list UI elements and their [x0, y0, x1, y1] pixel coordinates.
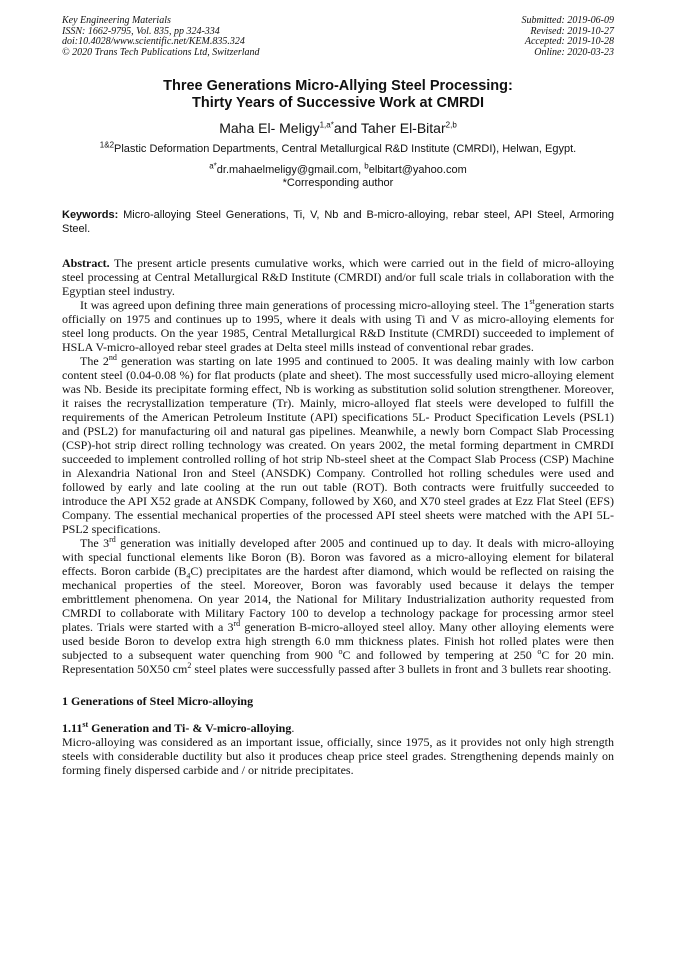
- abstract-text-4d: generation B-micro-alloyed steel alloy. Many other alloying elements were used beside Boron to develop extra high strength 6.0 mm thickness plates. Finish hot rolled plates were then subjected to a subsequent water quenching from 900: [62, 620, 614, 662]
- revised-date: Revised: 2019-10-27: [530, 25, 614, 37]
- accepted-date: Accepted: 2019-10-28: [524, 36, 614, 47]
- section-body: [62, 735, 614, 777]
- degree-sup: o: [537, 647, 542, 656]
- abstract-para-2: [62, 298, 614, 354]
- affiliation-marker: 1&2: [99, 140, 115, 150]
- paper-title: [62, 78, 614, 112]
- abstract-para-1: [62, 256, 614, 298]
- square-sup: 2: [187, 661, 192, 670]
- dates-info: [522, 16, 615, 58]
- subsection-title: Generation and Ti- & V-micro-alloying: [88, 721, 292, 735]
- abstract-text-4e: C and followed by tempering at 250: [342, 648, 538, 662]
- abstract-text-4f: C for 20 min. Representation 50X50 cm: [62, 648, 615, 676]
- running-header: [62, 16, 614, 58]
- ordinal-sup: rd: [109, 535, 116, 544]
- abstract-para-4: [62, 536, 614, 676]
- abstract-text-4c: C) precipitates are the hardest after diamond, which would be reflected on raising the mechanical properties of the steel. Moreover, Boron was favorably used because it delays the temper embrittlement phenomena. On year 2014, the National for Military Industrialization authority requested from CMRDI to collaborate with Military Factory 100 to develop a technology package for processing armor steel plates. Trials were started with a 3: [62, 564, 614, 634]
- contact-emails: [62, 161, 614, 190]
- online-date: Online: 2020-03-23: [534, 46, 614, 58]
- journal-info: [62, 16, 260, 58]
- abstract-label: Abstract.: [62, 256, 110, 270]
- subsection-number: 1.1: [62, 721, 77, 735]
- subsection-sup-text: st: [82, 720, 89, 729]
- keywords-label: Keywords:: [62, 209, 119, 221]
- title-line-2: Thirty Years of Successive Work at CMRDI: [192, 95, 484, 111]
- keywords-text: Micro-alloying Steel Generations, Ti, V, Nb and B-micro-alloying, rebar steel, API Steel, Armoring Steel.: [62, 209, 614, 235]
- abstract-text-2b: generation starts officially on 1975 and continues up to 1995, where it deals with using Ti and V as micro-alloying elements for steel long products. On the year 1985, Central Metallurgical R&D Institute (CMRDI) succeeded to implement of HSLA V-micro-alloyed rebar steel grades at Delta steel mills instead of conventional rebar grades.: [62, 298, 614, 354]
- abstract-text-4b: generation was initially developed after 2005 and continued up to day. It deals with micro-alloying with special functional elements like Boron (B). Boron was favored as a micro-alloying element for bilateral effects. Boron carbide (B: [62, 536, 615, 578]
- title-line-1: Three Generations Micro-Allying Steel Processing:: [163, 78, 513, 94]
- abstract-para-3: [62, 354, 614, 536]
- abstract: [62, 256, 614, 676]
- email-a-marker: a*: [209, 161, 217, 171]
- author-2: and Taher El-Bitar: [333, 120, 446, 136]
- author-2-affil: 2,b: [445, 120, 457, 130]
- email-b[interactable]: elbitart@yahoo.com: [368, 164, 467, 176]
- section-heading: 1 Generations of Steel Micro-alloying: [62, 694, 254, 708]
- subscript: 4: [186, 571, 191, 581]
- doi: doi:10.4028/www.scientific.net/KEM.835.324: [62, 36, 245, 47]
- copyright: © 2020 Trans Tech Publications Ltd, Switzerland: [62, 46, 260, 58]
- abstract-text-3b: generation was starting on late 1995 and continued to 2005. It was dealing mainly with low carbon content steel (0.04-0.08 %) for flat products (plate and sheet). The most successfully used micro-alloying element was Nb. Beside its precipitate forming effect, Nb is working as substitution solid solution strengthener. Moreover, it raises the recrystallization temperature (Tr). Mainly, micro-alloyed flat steels were developed to fulfill the requirements of the American Petroleum Institute (API) specifications 5L- Product Specification Levels (PSL1) and (PSL2) for manufacturing oil and natural gas pipelines. Meanwhile, a newly born Compact Slab Processing (CSP)-hot strip direct rolling technology was created. On years 2002, the metal forming department in CMRDI succeeded to implement controlled rolling of hot strip Nb-steel sheet at the Compact Slab Process (CSP) Machine in Alexandria National Iron and Steel (ANSDK) Company. Controlled hot rolling schedules were used and followed by early and late cooling at the run out table (ROT). Both contracts were fruitfully succeeded to introduce the API X52 grade at ANSDK Company, followed by X60, and X70 steel grades at Ezz Flat Steel (EFS) Company. The essential mechanical properties of the processed API steel sheets were matched with the API 5L-PSL2 specifications.: [62, 354, 615, 536]
- subsection-end: .: [291, 721, 295, 735]
- author-1: Maha El- Meligy: [219, 120, 320, 136]
- author-1-affil: 1,a*: [319, 120, 334, 130]
- affiliation-text: Plastic Deformation Departments, Central Metallurgical R&D Institute (CMRDI), Helwan, Egypt.: [114, 143, 577, 155]
- abstract-text-4g: steel plates were successfully passed after 3 bullets in front and 3 bullets rear shooting.: [191, 662, 612, 676]
- abstract-text-3a: The 2: [80, 354, 109, 368]
- ordinal-sup: rd: [233, 619, 241, 628]
- abstract-text-2a: It was agreed upon defining three main generations of processing micro-alloying steel. The 1: [80, 298, 530, 312]
- section-para-1: Micro-alloying was considered as an important issue, officially, since 1975, as it provides not only high strength steels with considerable ductility but also it produces cheap price steel grades. Strengthening depends mainly on forming finely dispersed carbide and / or nitride precipitates.: [62, 735, 614, 777]
- issn: ISSN: 1662-9795, Vol. 835, pp 324-334: [62, 25, 220, 37]
- email-line: [62, 161, 614, 177]
- corresponding-author: *Corresponding author: [282, 177, 394, 189]
- submitted-date: Submitted: 2019-06-09: [521, 15, 614, 26]
- ordinal-sup: st: [529, 297, 535, 306]
- email-a[interactable]: dr.mahaelmeligy@gmail.com,: [216, 164, 365, 176]
- abstract-text-4a: The 3: [80, 536, 110, 550]
- degree-sup: o: [338, 647, 343, 656]
- affiliation: [62, 140, 614, 155]
- journal-name: Key Engineering Materials: [62, 15, 171, 26]
- subsection-heading: [62, 721, 614, 735]
- abstract-text-1: The present article presents cumulative works, which were carried out in the field of micro-alloying steel processing at Central Metallurgical R&D Institute (CMRDI) and/or full scale trials in collaboration with the Egyptian steel industry.: [62, 256, 614, 298]
- subsection-ordinal: 1: [76, 721, 83, 735]
- author-list: [62, 120, 614, 136]
- keywords: [62, 208, 614, 236]
- email-b-marker: b: [364, 161, 369, 171]
- ordinal-sup: nd: [108, 353, 117, 362]
- paper-page: [62, 16, 614, 777]
